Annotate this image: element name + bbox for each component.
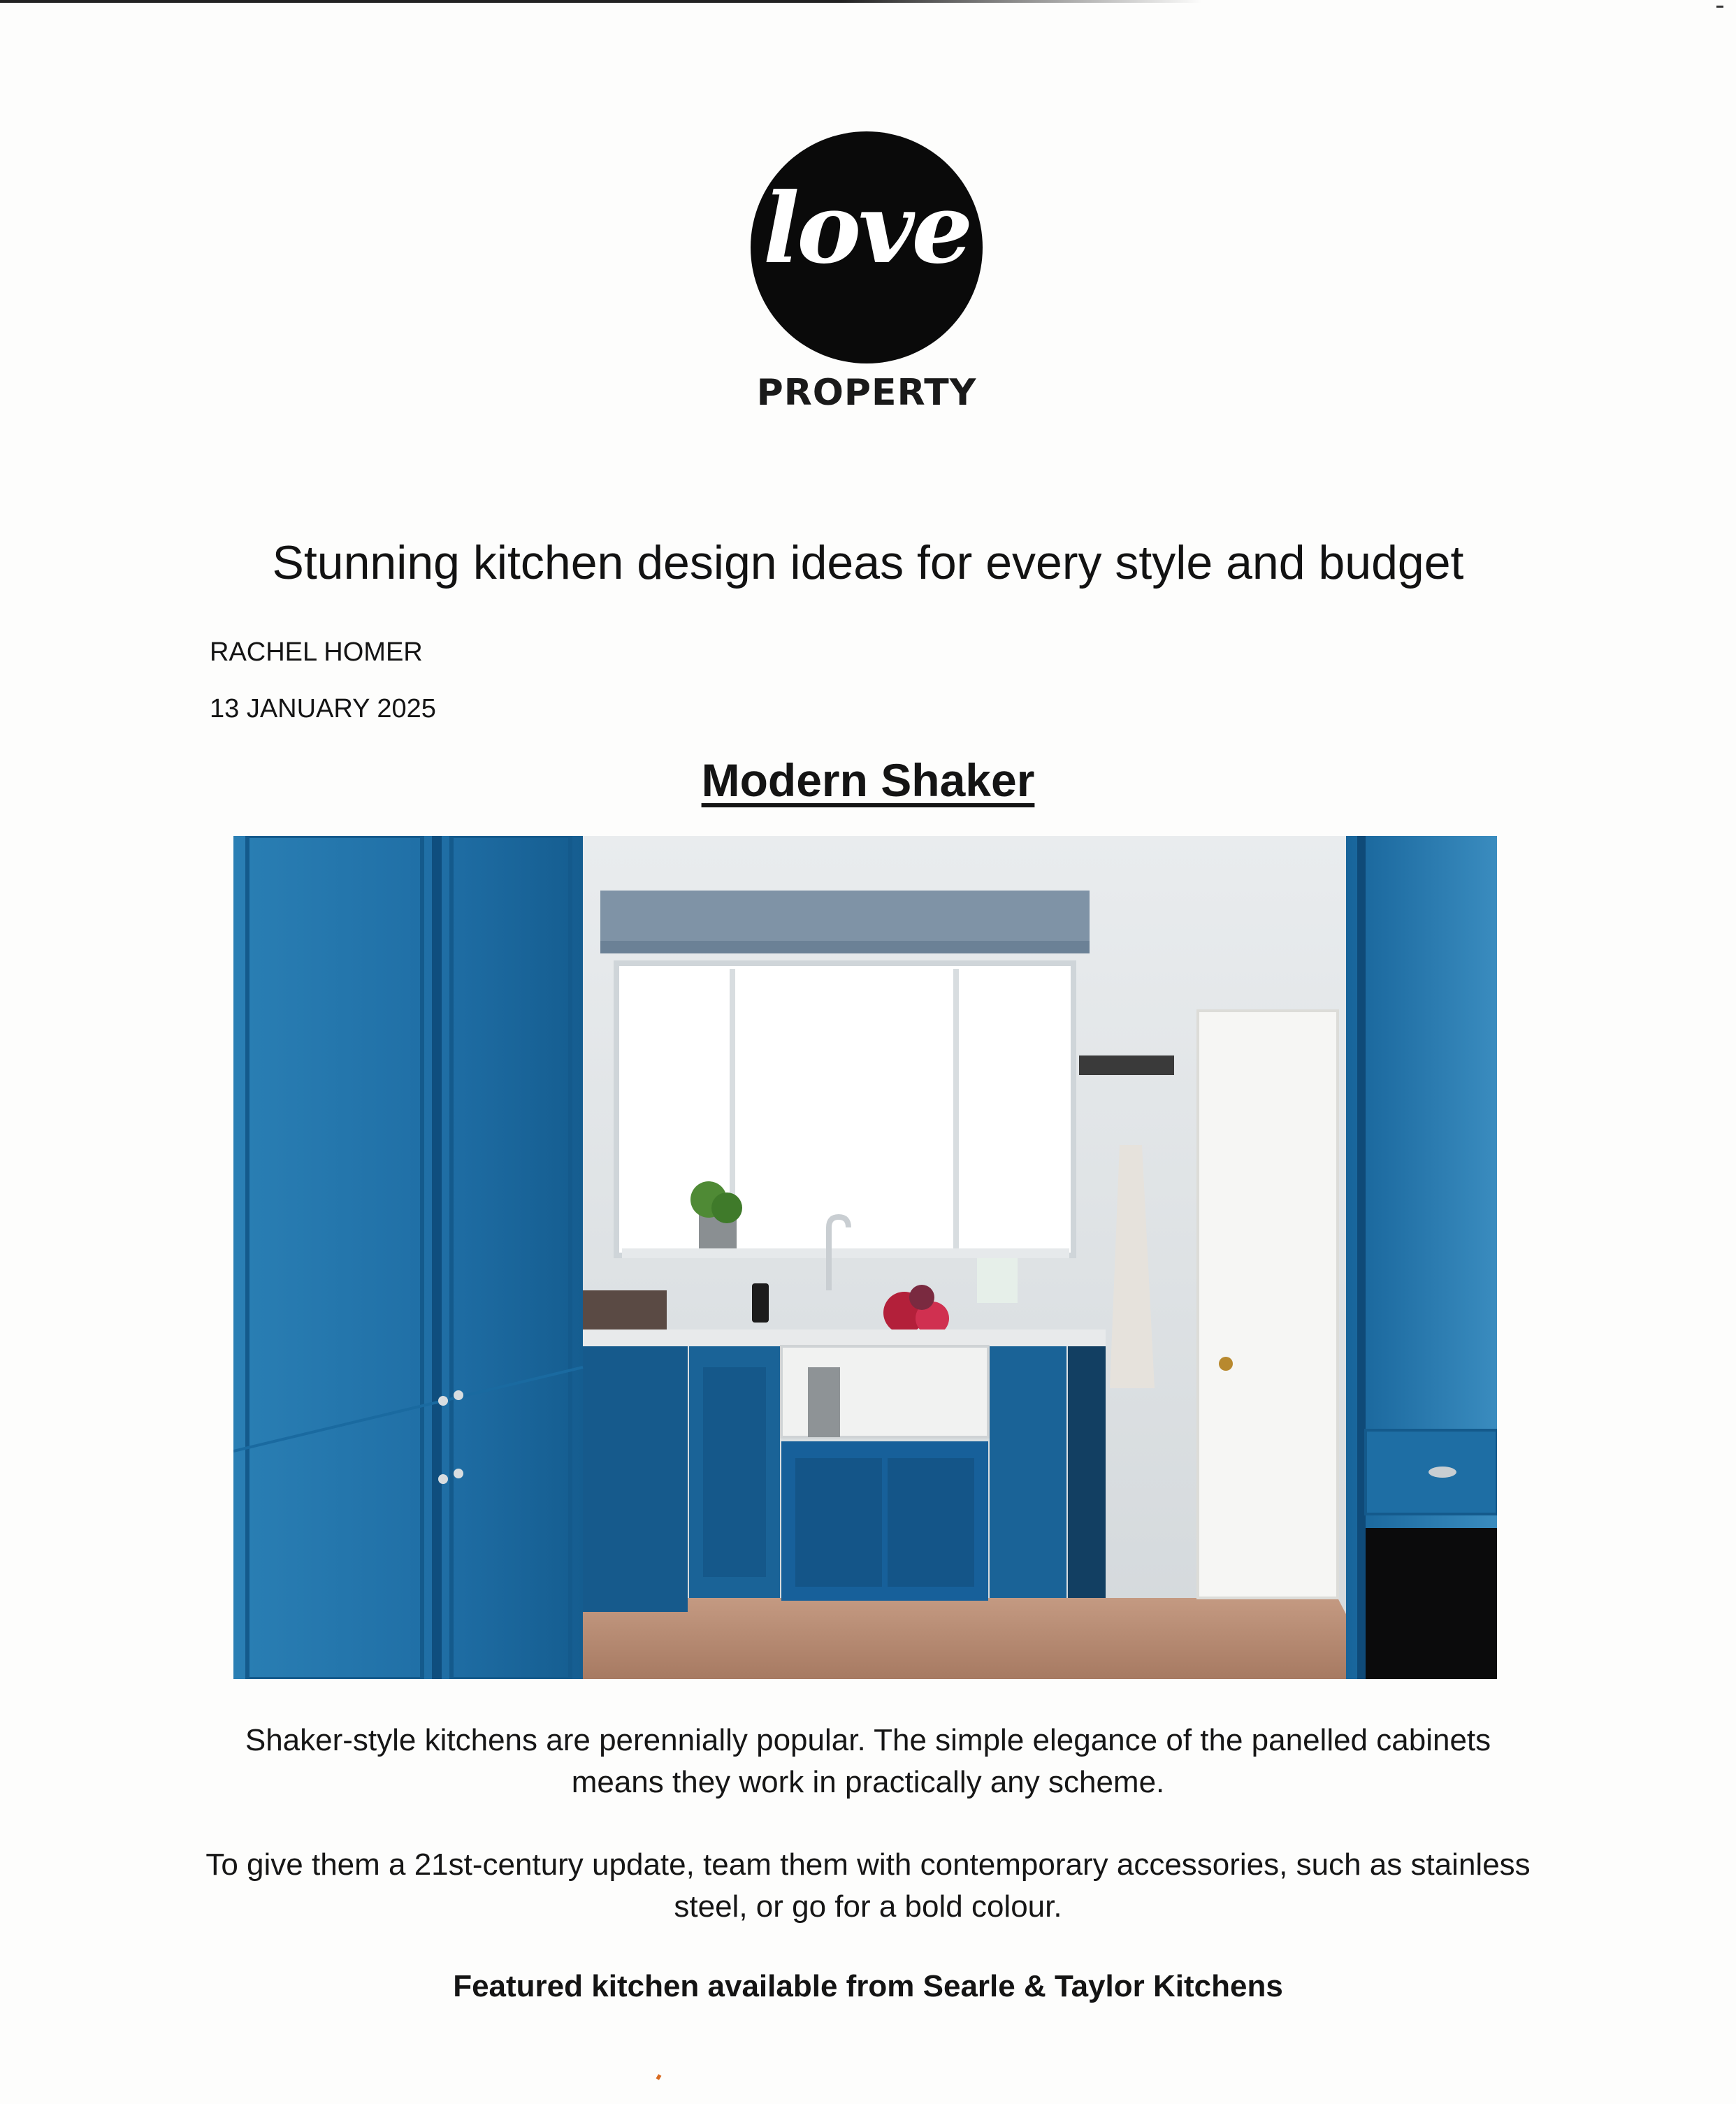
section-title: Modern Shaker	[701, 754, 1035, 806]
scan-speck	[656, 2074, 662, 2080]
kitchen-illustration	[233, 836, 1497, 1679]
featured-credit: Featured kitchen available from Searle & Taylor Kitchens	[453, 1969, 1283, 2003]
author-name: RACHEL HOMER	[210, 637, 423, 667]
logo-circle	[751, 131, 983, 363]
article-paragraph-2: To give them a 21st-century update, team them with contemporary accessories, such as stainless steel, or go for a bold colour.	[205, 1847, 1531, 1924]
article-headline: Stunning kitchen design ideas for every style and budget	[272, 536, 1464, 589]
scan-mark	[1716, 6, 1723, 8]
brand-logo[interactable]	[748, 131, 985, 414]
article-paragraph-1: Shaker-style kitchens are perennially popular. The simple elegance of the panelled cabinets means they work in practically any scheme.	[245, 1723, 1491, 1799]
logo-wordmark: love	[762, 171, 971, 285]
logo-subtitle: PROPERTY	[756, 372, 977, 414]
kitchen-photo	[233, 836, 1497, 1679]
publish-date: 13 JANUARY 2025	[210, 694, 436, 723]
scan-edge	[0, 0, 1202, 3]
